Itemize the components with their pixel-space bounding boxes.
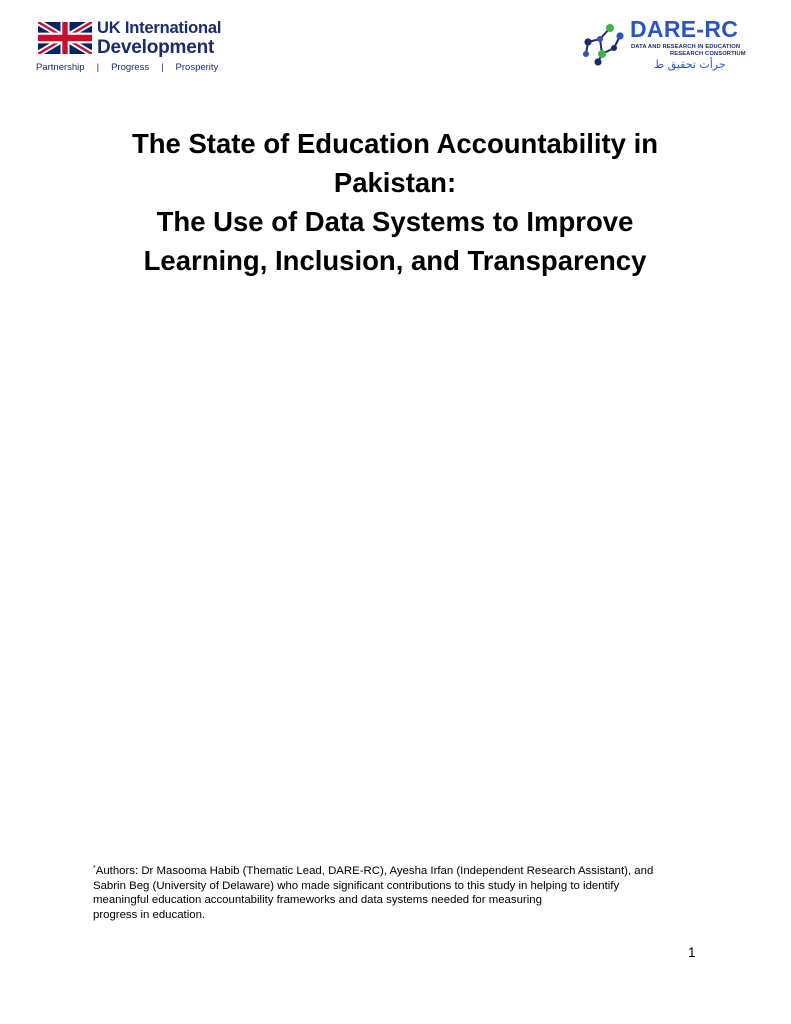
network-nodes-icon: [580, 22, 626, 66]
title-line-3: The Use of Data Systems to Improve: [156, 206, 634, 237]
uk-international-development-logo: [36, 20, 236, 76]
dare-rc-subtitle-line1: DATA AND RESEARCH IN EDUCATION: [631, 44, 741, 50]
tagline-partnership: Partnership: [36, 62, 85, 73]
dare-rc-logo: [580, 18, 755, 78]
tagline-progress: Progress: [111, 62, 150, 73]
footnote-line-1: [93, 864, 713, 879]
dare-rc-wordmark: DARE-RC: [630, 16, 739, 42]
ukid-name-line1: UK International: [97, 19, 222, 37]
ukid-wordmark: [97, 20, 221, 57]
page-number: 1: [688, 945, 696, 960]
dare-rc-subtitle-line2: RESEARCH CONSORTIUM: [670, 51, 746, 57]
tagline-prosperity: Prosperity: [175, 62, 219, 73]
ukid-tagline: [36, 62, 218, 73]
document-title: [60, 124, 730, 280]
footnote-line-2: Sabrin Beg (University of Delaware) who made significant contributions to this study in helping to identify: [93, 879, 620, 892]
footnote-line-4: progress in education.: [93, 908, 206, 921]
union-jack-flag-icon: [38, 22, 92, 54]
authors-footnote: [93, 864, 713, 922]
ukid-name-line2: Development: [97, 36, 215, 58]
tagline-separator: |: [161, 62, 164, 73]
dare-rc-urdu-text: جرأت تحقیق ط: [654, 58, 726, 71]
title-line-2: Pakistan:: [333, 167, 457, 198]
footnote-line-1-text: Authors: Dr Masooma Habib (Thematic Lead, DARE-RC), Ayesha Irfan (Independent Research Assistant), and: [95, 865, 654, 877]
tagline-separator: |: [96, 62, 100, 73]
footnote-marker: *: [93, 865, 96, 872]
title-line-4: Learning, Inclusion, and Transparency: [143, 245, 647, 276]
title-line-1: The State of Education Accountability in: [131, 128, 659, 159]
footnote-line-3: meaningful education accountability frameworks and data systems needed for measuring: [93, 894, 542, 906]
